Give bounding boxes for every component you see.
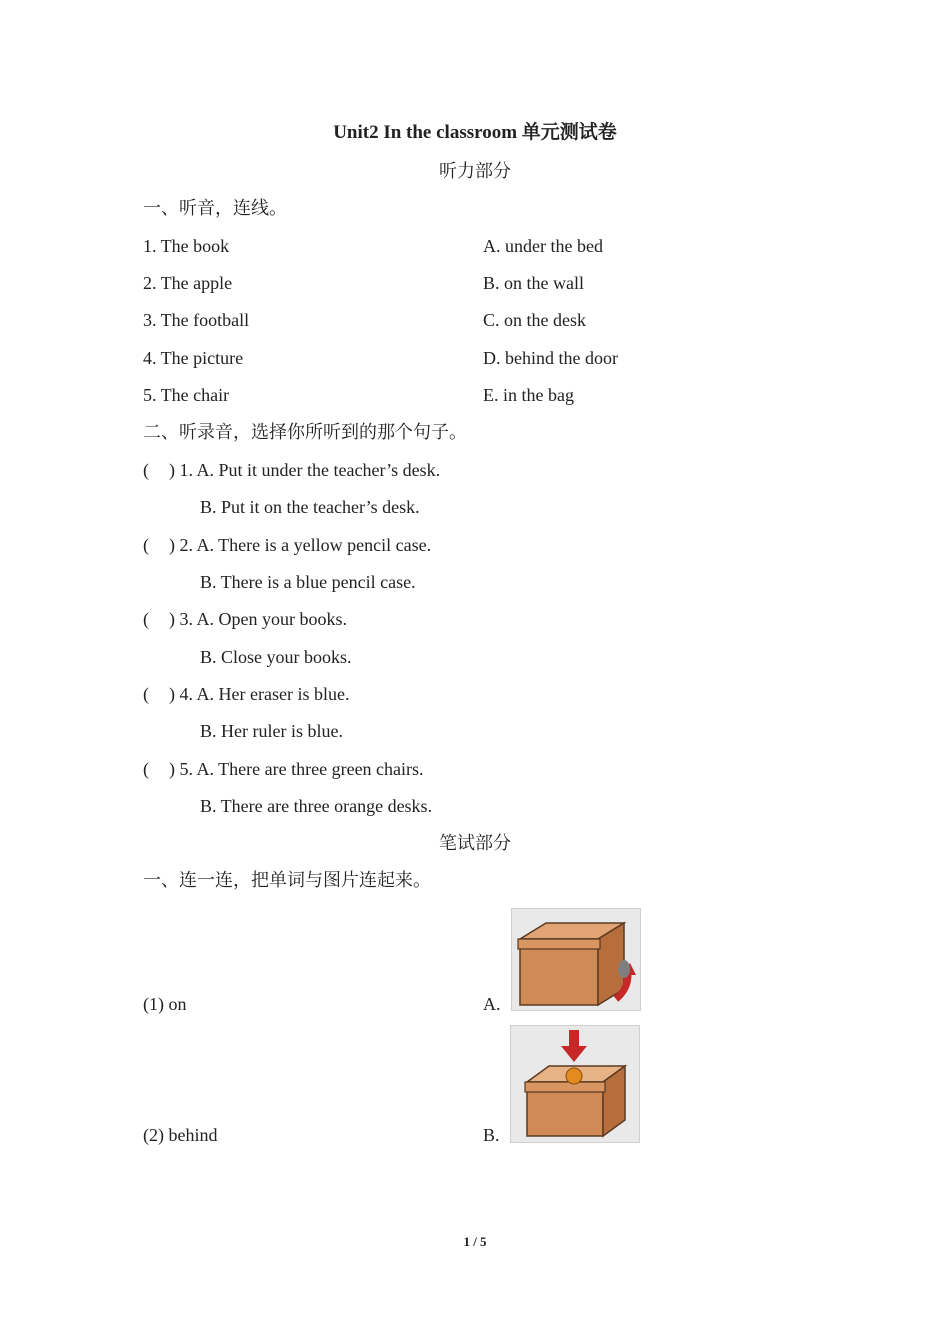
answer-blank[interactable]: (	[143, 759, 149, 779]
box-behind-picture	[511, 908, 641, 1011]
option-label: A.	[483, 994, 501, 1014]
match-left-item: 2. The apple	[143, 273, 233, 293]
match-left-item: 3. The football	[143, 310, 250, 330]
match-right-item: D. behind the door	[483, 348, 618, 368]
writing-part1-instruction: 一、连一连，把单词与图片连起来。	[143, 870, 431, 890]
answer-blank[interactable]: (	[143, 609, 149, 629]
option-label: B.	[483, 1125, 500, 1145]
page-title: Unit2 In the classroom 单元测试卷	[333, 122, 617, 143]
listening-heading: 听力部分	[439, 161, 511, 181]
match-left-item: 5. The chair	[143, 385, 230, 405]
question-row	[143, 757, 424, 781]
option-a: ) 4. A. Her eraser is blue.	[169, 684, 350, 704]
match-right-item: B. on the wall	[483, 273, 584, 293]
answer-blank[interactable]: (	[143, 460, 149, 480]
ball-on-box-icon	[511, 1026, 639, 1142]
question-row	[143, 607, 347, 631]
page-number: 1 / 5	[463, 1234, 487, 1249]
option-b: B. There are three orange desks.	[200, 796, 433, 816]
option-a: ) 2. A. There is a yellow pencil case.	[169, 535, 432, 555]
box-behind-icon	[512, 909, 640, 1010]
match-right-item: E. in the bag	[483, 385, 574, 405]
ball-on-box-picture	[510, 1025, 640, 1143]
option-a: ) 1. A. Put it under the teacher’s desk.	[169, 460, 441, 480]
word-item: (2) behind	[143, 1125, 218, 1145]
match-right-item: C. on the desk	[483, 310, 586, 330]
question-row	[143, 533, 431, 557]
answer-blank[interactable]: (	[143, 535, 149, 555]
option-b: B. Close your books.	[200, 647, 352, 667]
question-row	[143, 682, 349, 706]
question-row	[143, 458, 440, 482]
option-b: B. Put it on the teacher’s desk.	[200, 497, 420, 517]
writing-heading: 笔试部分	[439, 833, 511, 853]
word-item: (1) on	[143, 994, 187, 1014]
match-left-item: 1. The book	[143, 236, 230, 256]
match-left-item: 4. The picture	[143, 348, 244, 368]
option-b: B. There is a blue pencil case.	[200, 572, 416, 592]
part1-instruction: 一、听音，连线。	[143, 198, 287, 218]
part2-instruction: 二、听录音，选择你所听到的那个句子。	[143, 422, 467, 442]
match-right-item: A. under the bed	[483, 236, 603, 256]
option-b: B. Her ruler is blue.	[200, 721, 343, 741]
option-a: ) 5. A. There are three green chairs.	[169, 759, 424, 779]
answer-blank[interactable]: (	[143, 684, 149, 704]
option-a: ) 3. A. Open your books.	[169, 609, 347, 629]
